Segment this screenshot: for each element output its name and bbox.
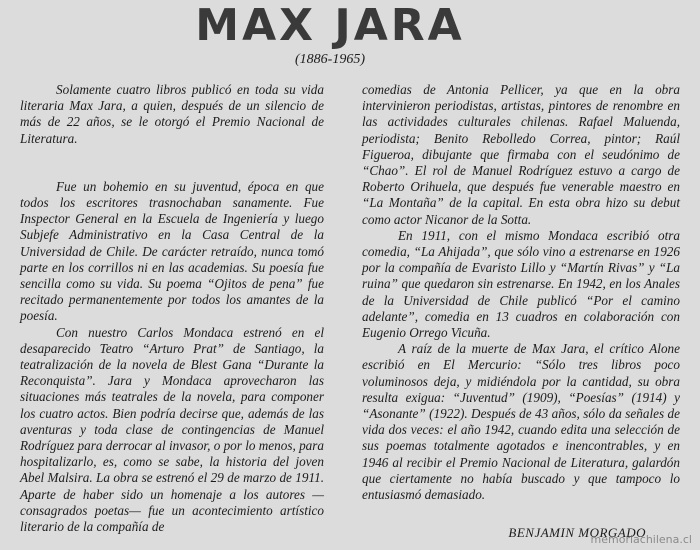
paragraph-mondaca: Con nuestro Carlos Mondaca estrenó en el desaparecido Teatro “Arturo Prat” de Santiago, la teatralización de la novela de Blest Gana “Durante la Reconquista”. Jara y Mondaca aprovecharon las situaciones más teatrales de la novela, para componer los cuatro actos. Bien podría decirse que, además de las aventuras y toda clase de contingencias de Manuel Rodríguez para derrocar al invasor, o por lo menos, para hospitalizarlo, es, como se sabe, la historia del joven Abel Malsira. La obra se estrenó el 29 de marzo de 1911. Aparte de haber sido un homenaje a los autores —consagrados poetas— fue un acontecimiento artístico literario de la compañía de — [20, 324, 324, 535]
article-title: MAX JARA — [195, 0, 465, 51]
author-signature: BENJAMIN MORGADO — [508, 525, 646, 540]
paragraph-alone: A raíz de la muerte de Max Jara, el crítico Alone escribió en El Mercurio: “Sólo tres libros poco voluminosos deja, y midiéndola por la cantidad, su obra resulta exigua: “Juventud” (1909), “Poesías” (1914) y “Asonante” (1922). Después de 43 años, sólo da señales de vida dos veces: el año 1942, cuando edita una selección de sus poemas totalmente agotados e inencontrables, y en 1946 al recibir el Premio Nacional de Literatura, galardón que ciertamente no había buscado y que tampoco lo entusiasmó demasiado. — [362, 341, 680, 503]
left-column — [20, 82, 324, 535]
life-dates: (1886-1965) — [295, 52, 365, 67]
watermark: memoriachilena.cl — [590, 533, 692, 546]
paragraph-bohemian: Fue un bohemio en su juventud, época en que todos los escritores trasnochaban sanamente. Fue Inspector General en la Escuela de Ingeniería y luego Subjefe Administrativo en la Casa Central de la Universidad de Chile. De carácter retraído, nunca tomó parte en los corrillos ni en las academias. Su poesía fue sencilla como su vida. Su poema “Ojitos de pena” fue recitado permanentemente por todos los amantes de la poesía. — [20, 178, 324, 324]
paragraph-pellicer: comedias de Antonia Pellicer, ya que en la obra intervinieron periodistas, artistas, pintores de renombre en las actividades culturales chilenas. Rafael Maluenda, periodista; Benito Rebolledo Correa, pintor; Raúl Figueroa, dibujante que firmaba con el seudónimo de “Chao”. El rol de Manuel Rodríguez estuvo a cargo de Roberto Orihuela, que después fue venerable maestro en “La Montaña” de la capital. En esta obra hizo su debut como actor Nicanor de la Sotta. — [362, 82, 680, 227]
paragraph-1911: En 1911, con el mismo Mondaca escribió otra comedia, “La Ahijada”, que sólo vino a estrenarse en 1926 por la compañía de Evaristo Lillo y “Martín Rivas” y “La ruina” que quedaron sin estrenarse. En 1942, en los Anales de la Universidad de Chile publicó “Por el camino adelante”, comedia en 13 cuadros en colaboración con Eugenio Orrego Vicuña. — [362, 227, 680, 341]
paragraph-intro: Solamente cuatro libros publicó en toda su vida literaria Max Jara, a quien, después de un silencio de más de 22 años, se le otorgó el Premio Nacional de Literatura. — [20, 82, 324, 146]
right-column — [362, 82, 680, 503]
